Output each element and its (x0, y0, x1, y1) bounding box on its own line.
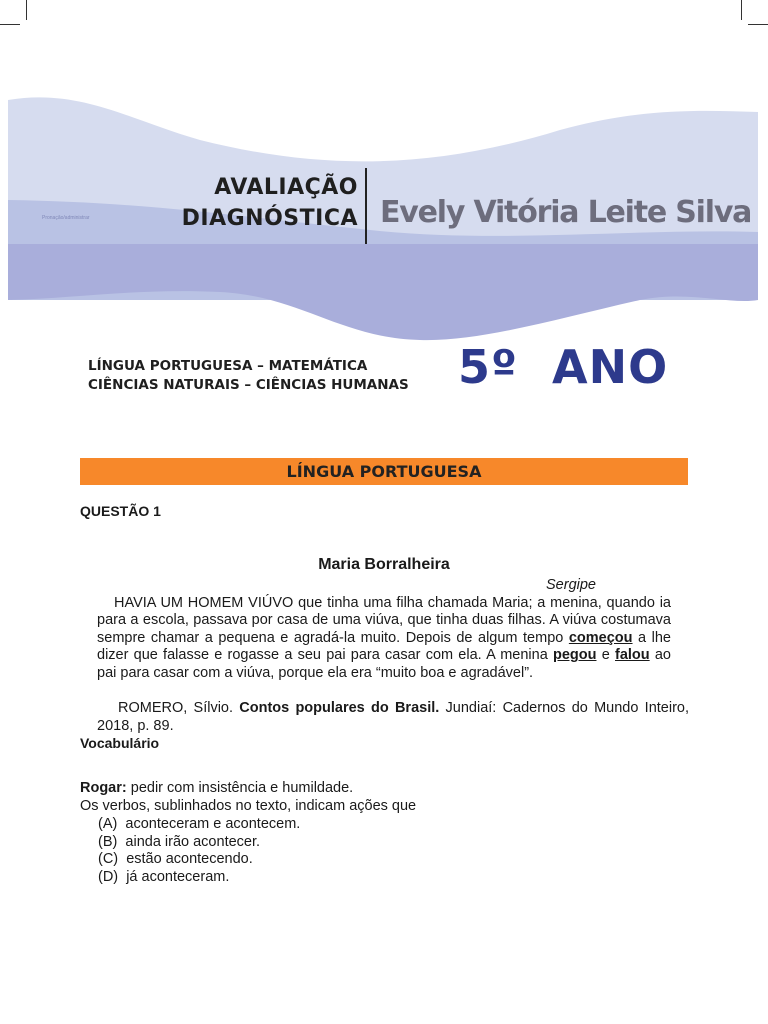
answer-options (98, 816, 300, 886)
option-c[interactable] (98, 851, 300, 869)
story-text-part-3: e (596, 647, 615, 664)
header-banner (0, 0, 768, 360)
subjects-line-2: CIÊNCIAS NATURAIS – CIÊNCIAS HUMANAS (88, 377, 409, 393)
question-label: QUESTÃO 1 (80, 503, 161, 519)
option-text: já aconteceram. (126, 868, 230, 885)
option-text: estão acontecendo. (126, 851, 253, 867)
banner-small-label: Pronação/administrar (42, 215, 90, 221)
subjects-list (88, 357, 409, 395)
story-title: Maria Borralheira (318, 556, 450, 573)
citation-publisher: Jundiaí: Cadernos do Mundo Inteiro, 2018, p. 89. (97, 700, 689, 734)
underlined-verb-2: pegou (552, 647, 597, 664)
underlined-verb-3: falou (615, 647, 650, 664)
story-text-part-2: a lhe dizer que falasse e rogasse a seu pai para casar com ela. A menina (97, 629, 671, 664)
question-prompt: Os verbos, sublinhados no texto, indicam ações que (80, 798, 417, 814)
story-text (97, 595, 671, 682)
section-header: LÍNGUA PORTUGUESA (80, 458, 688, 485)
story-origin: Sergipe (546, 577, 596, 593)
option-b[interactable] (98, 834, 300, 852)
option-letter: (B) (98, 833, 118, 850)
vocabulary-term: Rogar: (80, 780, 127, 796)
underlined-verb-1: começou (568, 629, 633, 646)
banner-wave-dark (8, 244, 758, 340)
option-d[interactable] (98, 869, 300, 887)
vocabulary-definition (80, 780, 353, 796)
story-text-part-1: HAVIA UM HOMEM VIÚVO que tinha uma filha chamada Maria; a menina, quando ia para a escola, passava por casa de uma viúva, que tinha duas filhas. A viúva costumava sempre chamar a pequena e agradá-la muito. Depois de algum tempo (97, 595, 671, 646)
title-divider (365, 168, 367, 244)
vocabulary-heading: Vocabulário (80, 735, 160, 751)
story-text-part-4: ao pai para casar com a viúva, porque ela era “muito boa e agradável”. (97, 647, 671, 681)
option-text: aconteceram e acontecem. (125, 816, 301, 832)
option-a[interactable] (98, 816, 300, 834)
title-line-2: DIAGNÓSTICA (181, 206, 358, 231)
student-name: Evely Vitória Leite Silva (380, 195, 752, 230)
option-letter: (A) (98, 816, 118, 832)
citation-book: Contos populares do Brasil. (239, 700, 440, 716)
option-text: ainda irão acontecer. (125, 833, 261, 850)
vocabulary-meaning: pedir com insistência e humildade. (126, 780, 354, 796)
assessment-title (140, 172, 358, 234)
title-line-1: AVALIAÇÃO (214, 175, 358, 200)
option-letter: (C) (98, 851, 119, 867)
citation (97, 699, 689, 735)
grade-label: 5º ANO (458, 340, 669, 394)
citation-author: ROMERO, Sílvio. (118, 700, 240, 716)
option-letter: (D) (98, 868, 119, 885)
subjects-line-1: LÍNGUA PORTUGUESA – MATEMÁTICA (88, 358, 368, 374)
